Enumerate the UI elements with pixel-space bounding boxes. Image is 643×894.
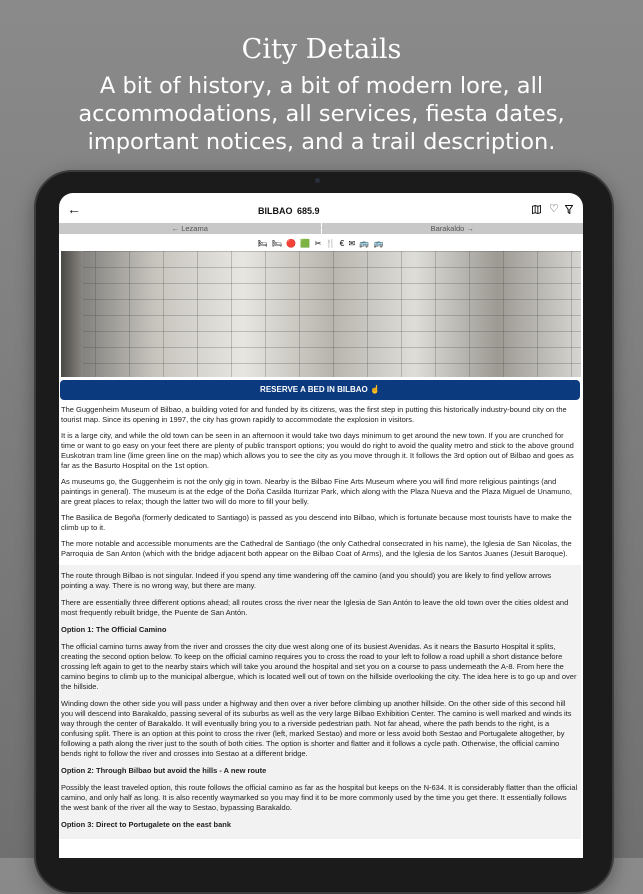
route-intro: There are essentially three different options ahead; all routes cross the river near the Iglesia de San Antón to leave the old town over the cities oldest and most frequently rebuilt bridge, the Puente de San Antón. (61, 598, 569, 617)
hotel-icon: 🛏 (271, 239, 283, 248)
services-icons (59, 239, 583, 251)
paragraph: It is a large city, and while the old town can be seen in an afternoon it would take two days minimum to get around the new town. If you are crunched for time or want to go easy on your feet there are plenty of public transport options; you would do right to avoid the quality metro and stick to the above ground Euskotran tram line (lime green line on the map) which allows you to see the city as you move through it. It follows the 3rd option out of Bilbao and goes as far as the Basurto Hospital on the 1st option. (61, 431, 574, 470)
route-section (59, 565, 581, 839)
market-icon: 🟩 (300, 239, 312, 248)
paragraph: As museums go, the Guggenheim is not the only gig in town. Nearby is the Bilbao Fine Arts Museum where you will find more religious paintings (and paintings in general). The museum is at the edge of the Doña Casilda Iturrizar Park, which along with the Plaza Nueva and the Plaza Miguel de Unamuno, are great places to relax; though the latter two will do more to fill your belly. (61, 477, 572, 506)
option-heading: Option 2: Through Bilbao but avoid the hills - A new route (61, 766, 267, 775)
app-screen (59, 193, 583, 858)
paragraph: The Basilica de Begoña (formerly dedicated to Santiago) is passed as you descend into Bilbao, which is fortunate because most tourists have to make the climb up to it. (61, 513, 572, 532)
restaurant-icon: 🍴 (325, 239, 337, 248)
camera-icon (315, 178, 320, 183)
next-city-button[interactable]: Barakaldo → (322, 223, 584, 234)
guggenheim-photo (61, 251, 581, 377)
city-description (61, 405, 579, 839)
tools-icon: ✂ (314, 239, 323, 248)
option-text: Possibly the least traveled option, this route follows the official camino as far as the hospital but keeps on the N-634. It is considerably flatter than the official camino, and only half as long. It is also recently waymarked so you may find it to be more commonly used by the time you get there. It essentially follows the west bank of the river all the way to Sestao, bypassing Barakaldo. (61, 783, 578, 812)
km-marker: 685.9 (297, 206, 320, 216)
map-icon[interactable] (532, 205, 541, 214)
filter-icon[interactable] (565, 205, 573, 214)
option-heading: Option 1: The Official Camino (61, 625, 167, 634)
option-text: Winding down the other side you will pass under a highway and then over a river before climbing up another hillside. On the other side of this second hill you will descend into Barakaldo, passing several of its suburbs as well as the very large Bilbao Exhibition Center. The camino is well marked and winds its way through the center of Barakaldo. It will eventually bring you to a riverside pedestrian path. Not far ahead, where the path bends to the right, is a confusing split. There is an option at this point to cross the river (left, marked Sestao) and more or less avoid both Sestao and Portugalete altogether, by following a path along the river just to the south of both cities. The option is shorter and flatter and it follows a cycle path. Otherwise, the official camino bends right to follow the river and crosses into Sestao at a different bridge. (61, 699, 572, 758)
city-title: BILBAO (258, 206, 293, 216)
pharmacy-icon: 🔴 (286, 239, 298, 248)
prev-city-button[interactable]: ← Lezama (59, 223, 321, 234)
post-icon: ✉ (348, 239, 357, 248)
heart-icon[interactable]: ♡ (549, 203, 559, 215)
paragraph: The more notable and accessible monuments are the Cathedral de Santiago (the only Cathedral consecrated in his name), the Iglesia de San Nicolas, the Parroquia de San Anton (which with the bridge adjacent both appear on the Bilbao Coat of Arms), and the Iglesia de los Santos Juanes (Jesuit Baroque). (61, 539, 572, 558)
train-icon: 🚌 (373, 239, 385, 248)
hero-title: City Details (241, 34, 402, 65)
city-nav (59, 223, 583, 234)
atm-icon: € (339, 239, 346, 248)
bus-icon: 🚌 (359, 239, 371, 248)
option-text: The official camino turns away from the river and crosses the city due west along one of its busiest Avenidas. As it nears the Basurto Hospital it splits, creating the second option below. To keep on the official camino requires you to cross the road to your left to follow a road uphill a short distance before crossing left again to get to the nearby stairs which will take you around the hospital and set you on a course to pass underneath the A-8. From here the camino begins to climb up to the municipal albergue, which is located well out of town on the hillside overlooking the city. The idea here is to go up and over the hillside. (61, 642, 577, 691)
hero-subtitle: A bit of history, a bit of modern lore, all accommodations, all services, fiesta dates, important notices, and a trail description. (78, 73, 565, 155)
option-heading: Option 3: Direct to Portugalete on the east bank (61, 820, 232, 829)
app-bar (59, 193, 583, 233)
back-arrow-icon[interactable]: ← (67, 201, 81, 217)
albergue-icon: 🛏 (257, 239, 269, 248)
paragraph: The Guggenheim Museum of Bilbao, a building voted for and funded by its citizens, was the first step in putting this historically industry-bound city on the tourist map. Since its opening in 1997, the city has grown rapidly to accommodate the explosion in visitors. (61, 405, 567, 424)
reserve-bed-button[interactable]: RESERVE A BED IN BILBAO ☝ (60, 380, 580, 400)
route-intro: The route through Bilbao is not singular. Indeed if you spend any time wandering off the camino (and you should) you are likely to find yellow arrows pointing a way. There is no wrong way, but there are many. (61, 571, 552, 590)
